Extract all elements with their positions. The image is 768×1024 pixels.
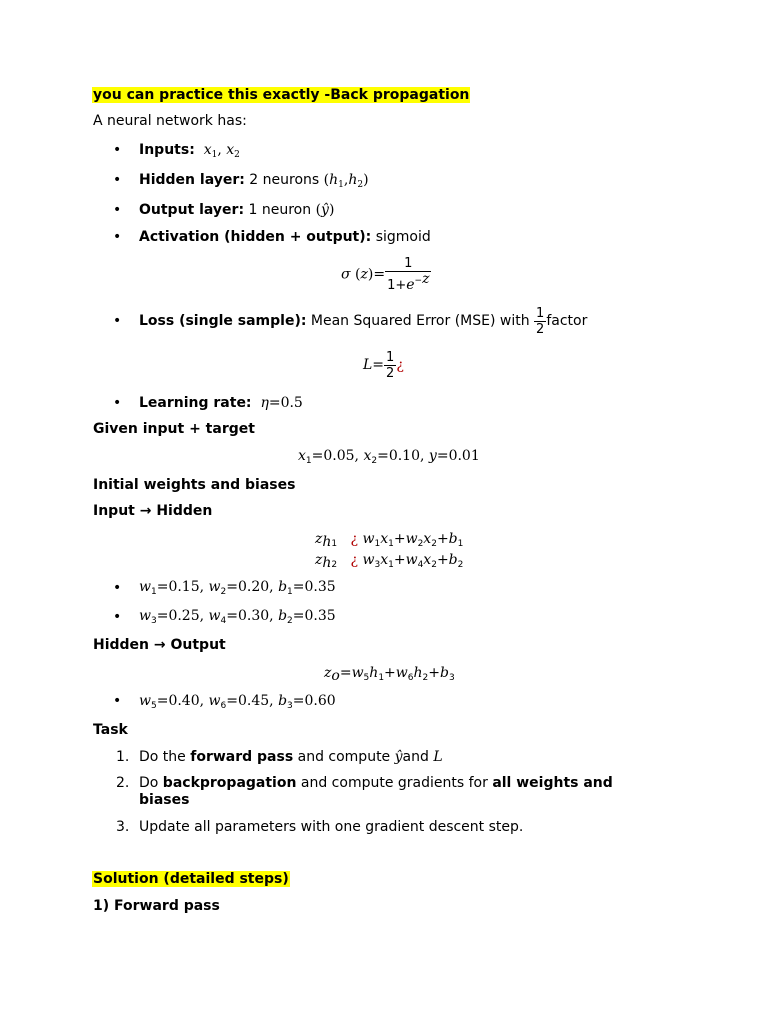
weights-2-item: $w_3=0.25$, $w_4=0.30$, $b_2=0.35$ [139, 608, 336, 626]
intro-text: A neural network has: [93, 113, 247, 129]
zh1-equation: $z_{h1}$ ¿ $w_1x_1+w_2x_2+b_1$ [315, 531, 464, 550]
output-layer-item [139, 201, 334, 219]
activation-text: sigmoid [375, 229, 431, 245]
title-highlight: you can practice this exactly -Back propagation [93, 87, 470, 103]
bullet: • [113, 142, 122, 158]
learning-rate-item: Learning rate: η=0.5 [139, 395, 303, 411]
input-hidden-heading: Input → Hidden [93, 503, 213, 519]
half-fraction: $\frac{1}{2}$ [536, 305, 545, 337]
activation-label: Activation (hidden + output): [139, 229, 372, 245]
loss-item [139, 304, 587, 338]
bullet: • [113, 202, 122, 218]
task-2-continued: biases [139, 792, 190, 808]
inputs-label: Inputs: [139, 142, 195, 158]
task-heading: Task [93, 722, 128, 738]
bullet: • [113, 609, 122, 625]
solution-heading: Solution (detailed steps) [93, 871, 289, 887]
task-2: Do backpropagation and compute gradients for all weights and [139, 775, 613, 791]
initial-heading: Initial weights and biases [93, 477, 296, 493]
task-number: 3. [116, 819, 130, 835]
given-values: $x_1=0.05$, $x_2=0.10$, y=0.01 [298, 448, 480, 466]
loss-text: Mean Squared Error (MSE) with [310, 313, 530, 329]
output-label: Output layer: [139, 202, 245, 218]
forward-pass-heading: 1) Forward pass [93, 898, 220, 914]
bullet: • [113, 693, 122, 709]
hidden-math: $(h_1,h_2)$ [323, 172, 369, 190]
zo-equation: $z_o=w_5h_1+w_6h_2+b_3$ [324, 665, 455, 684]
task-number: 2. [116, 775, 130, 791]
hidden-label: Hidden layer: [139, 172, 245, 188]
zh2-equation: $z_{h2}$ ¿ $w_3x_1+w_4x_2+b_2$ [315, 552, 464, 571]
sigmoid-equation: σ (z)= $\frac{1}{1+e^{-z}}$ [341, 256, 430, 293]
weights-3-item: $w_5=0.40$, $w_6=0.45$, $b_3=0.60$ [139, 693, 336, 711]
inputs-math: $x_1$, $x_2$ [199, 142, 240, 160]
hidden-layer-item [139, 171, 369, 194]
output-text: 1 neuron [248, 202, 312, 218]
hidden-text: 2 neurons [249, 172, 320, 188]
bullet: • [113, 395, 122, 411]
output-math: (ŷ) [315, 202, 335, 218]
activation-item [139, 228, 431, 246]
inputs-item [139, 141, 240, 164]
given-heading: Given input + target [93, 421, 255, 437]
learning-rate-label: Learning rate: [139, 395, 252, 411]
hidden-output-heading: Hidden → Output [93, 637, 226, 653]
bullet: • [113, 229, 122, 245]
task-number: 1. [116, 749, 130, 765]
bullet: • [113, 580, 122, 596]
task-1: Do the forward pass and compute ŷand L [139, 749, 443, 765]
bullet: • [113, 313, 122, 329]
loss-factor-text: factor [546, 313, 588, 329]
task-3: Update all parameters with one gradient descent step. [139, 819, 524, 835]
loss-label: Loss (single sample): [139, 313, 307, 329]
loss-equation: L= $\frac{1}{2}$ ¿ [363, 349, 404, 381]
bullet: • [113, 172, 122, 188]
title [92, 86, 470, 104]
eta-value: 0.5 [280, 395, 303, 411]
weights-1-item: $w_1=0.15$, $w_2=0.20$, $b_1=0.35$ [139, 579, 336, 597]
